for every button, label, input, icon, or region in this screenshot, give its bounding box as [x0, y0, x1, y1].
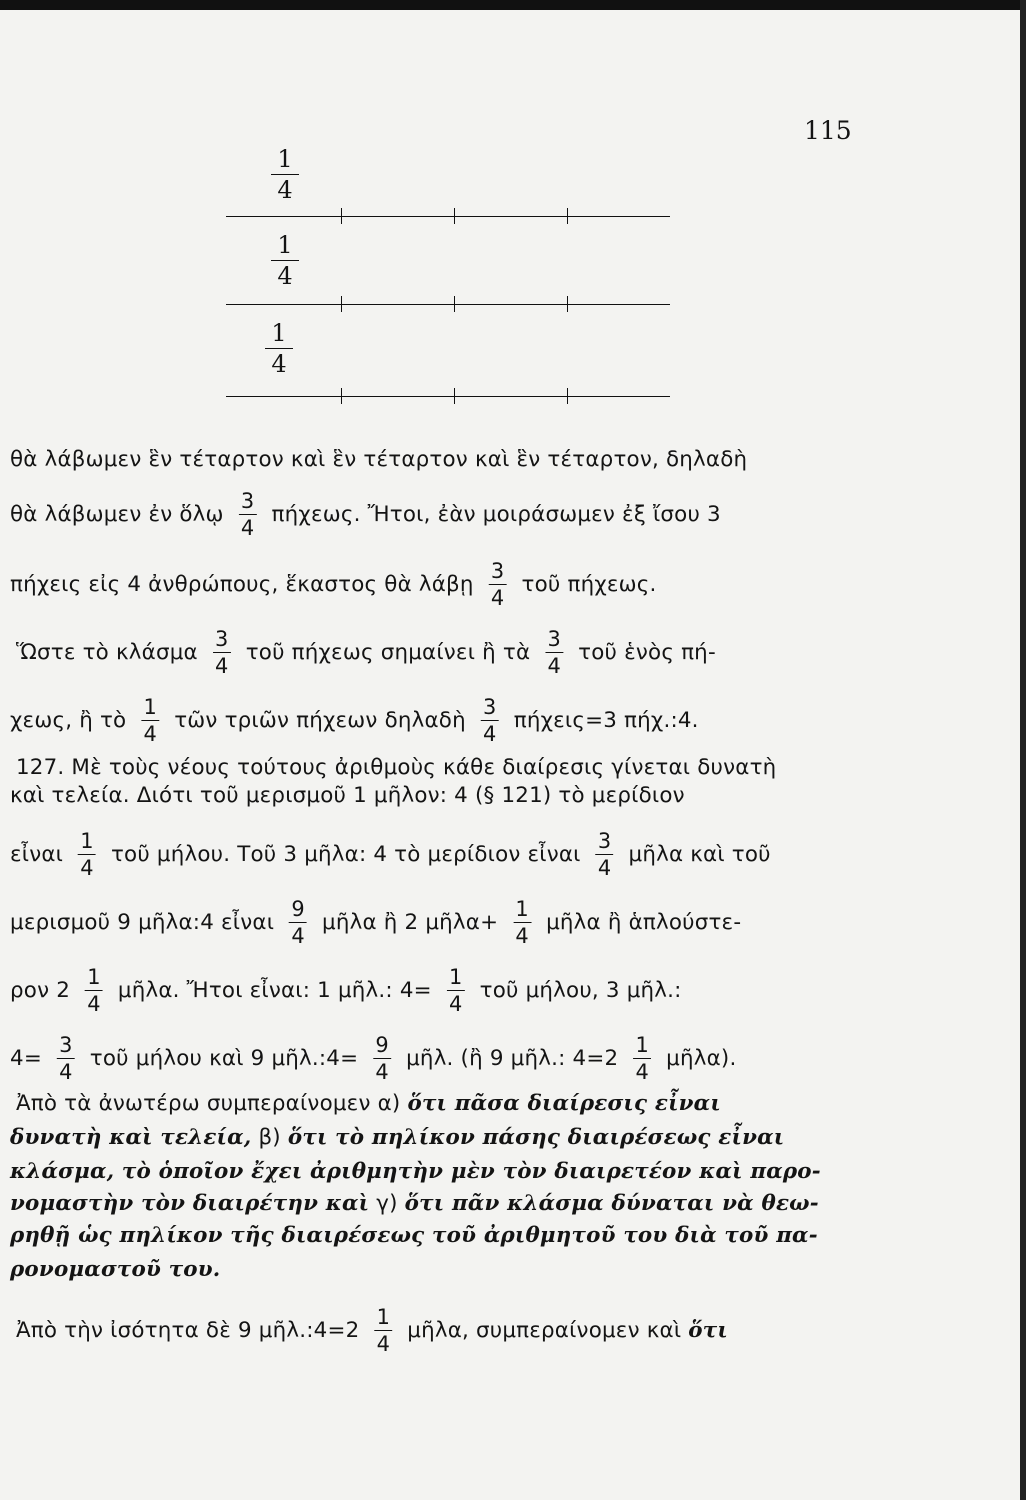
text-line-7 — [10, 782, 862, 810]
emphasis-run: νομαστὴν τὸν διαιρέτην καὶ — [10, 1191, 370, 1216]
text-line-15 — [10, 1190, 862, 1218]
diagram-label-2: 1 4 — [265, 232, 305, 289]
text-run: β) — [258, 1125, 281, 1150]
text-run: μερισμοῦ 9 μῆλα:4 εἶναι — [10, 909, 275, 935]
text-line-13 — [10, 1124, 862, 1152]
text-run: μῆλα ἢ 2 μῆλα+ — [322, 909, 499, 935]
emphasis-run: ὅτι πᾶν κλάσμα δύναται νὰ θεω- — [404, 1191, 819, 1216]
text-run: τοῦ πήχεως. — [521, 571, 657, 597]
text-run: τοῦ ἑνὸς πή- — [578, 639, 716, 665]
emphasis-run: κλάσμα, τὸ ὁποῖον ἔχει ἀριθμητὴν μὲν τὸν διαιρετέον καὶ παρο- — [10, 1159, 821, 1184]
text-line-6 — [10, 754, 862, 782]
text-run: ρον 2 — [10, 977, 71, 1003]
fraction: $\frac{9}{4}$ — [373, 1034, 391, 1083]
text-run: Ἀπὸ τὴν ἰσότητα δὲ 9 μῆλ.:4=2 — [15, 1317, 360, 1343]
page-number: 115 — [804, 116, 852, 145]
fraction: $\frac{1}{4}$ — [513, 898, 531, 947]
emphasis-run: ρονομαστοῦ του. — [10, 1257, 221, 1282]
text-line-4 — [10, 628, 862, 677]
text-run: μῆλα. Ἤτοι εἶναι: 1 μῆλ.: 4= — [117, 977, 432, 1003]
tick — [341, 388, 342, 404]
text-run: τοῦ μήλου, 3 μῆλ.: — [479, 977, 682, 1003]
text-run: τοῦ πήχεως σημαίνει ἢ τὰ — [245, 639, 531, 665]
emphasis-run: ὅτι τὸ πηλίκον πάσης διαιρέσεως εἶναι — [287, 1125, 785, 1150]
fraction: $\frac{1}{4}$ — [141, 696, 159, 745]
text-line-9 — [10, 898, 862, 947]
fraction: $\frac{1}{4}$ — [78, 830, 96, 879]
fraction: $\frac{3}{4}$ — [239, 490, 257, 539]
text-run: χεως, ἢ τὸ — [10, 707, 127, 733]
text-run: 127. Μὲ τοὺς νέους τούτους ἀριθμοὺς κάθε διαίρεσις γίνεται δυνατὴ — [15, 755, 777, 780]
diagram-label-3: 1 4 — [259, 320, 299, 377]
text-line-3 — [10, 560, 862, 609]
text-run: 4= — [10, 1045, 42, 1071]
text-run: πήχεως. Ἤτοι, ἐὰν μοιράσωμεν ἐξ ἴσου 3 — [271, 501, 721, 527]
text-run: θὰ λάβωμεν ἐν ὅλῳ — [10, 501, 224, 527]
tick — [567, 388, 568, 404]
diagram-line-1 — [226, 216, 670, 217]
text-line-12 — [10, 1090, 862, 1118]
fraction: $\frac{3}{4}$ — [489, 560, 507, 609]
tick — [454, 388, 455, 404]
fraction: $\frac{3}{4}$ — [213, 628, 231, 677]
tick — [454, 208, 455, 224]
text-run: καὶ τελεία. Διότι τοῦ μερισμοῦ 1 μῆλον: 4 (§ 121) τὸ μερίδιον — [10, 783, 685, 808]
text-run: γ) — [376, 1191, 398, 1216]
tick — [567, 296, 568, 312]
fraction: $\frac{3}{4}$ — [596, 830, 614, 879]
fraction: $\frac{1}{4}$ — [85, 966, 103, 1015]
text-run: μῆλα ἢ ἁπλούστε- — [546, 909, 742, 935]
text-line-10 — [10, 966, 862, 1015]
text-run: πήχεις εἰς 4 ἀνθρώπους, ἕκαστος θὰ λάβῃ — [10, 571, 474, 597]
fraction: $\frac{3}{4}$ — [57, 1034, 75, 1083]
tick — [341, 208, 342, 224]
text-line-14 — [10, 1158, 862, 1186]
text-line-18 — [10, 1306, 862, 1355]
text-run: μῆλα καὶ τοῦ — [628, 841, 771, 867]
quarter-division-diagram — [0, 0, 1026, 420]
text-run: μῆλ. (ἢ 9 μῆλ.: 4=2 — [406, 1045, 619, 1071]
text-line-17 — [10, 1256, 862, 1284]
emphasis-run: ὅτι πᾶσα διαίρεσις εἶναι — [407, 1091, 721, 1116]
text-run: τοῦ μήλου καὶ 9 μῆλ.:4= — [89, 1045, 359, 1071]
fraction: $\frac{3}{4}$ — [545, 628, 563, 677]
text-line-11 — [10, 1034, 862, 1083]
text-run: Ὥστε τὸ κλάσμα — [15, 639, 198, 665]
text-line-2 — [10, 490, 862, 539]
diagram-line-3 — [226, 396, 670, 397]
diagram-line-2 — [226, 304, 670, 305]
text-run: τοῦ μήλου. Τοῦ 3 μῆλα: 4 τὸ μερίδιον εἶναι — [110, 841, 581, 867]
text-run: μῆλα, συμπεραίνομεν καὶ — [407, 1317, 682, 1343]
tick — [341, 296, 342, 312]
text-line-5 — [10, 696, 862, 745]
text-run: θὰ λάβωμεν ἓν τέταρτον καὶ ἓν τέταρτον καὶ ἓν τέταρτον, δηλαδὴ — [10, 447, 748, 472]
tick — [567, 208, 568, 224]
fraction: $\frac{1}{4}$ — [633, 1034, 651, 1083]
text-run: εἶναι — [10, 841, 64, 867]
fraction: $\frac{3}{4}$ — [481, 696, 499, 745]
text-line-8 — [10, 830, 862, 879]
fraction: $\frac{1}{4}$ — [447, 966, 465, 1015]
fraction: $\frac{9}{4}$ — [289, 898, 307, 947]
text-run: πήχεις=3 πήχ.:4. — [513, 707, 699, 733]
text-run: τῶν τριῶν πήχεων δηλαδὴ — [174, 707, 466, 733]
tick — [454, 296, 455, 312]
text-line-1 — [10, 446, 862, 474]
fraction: $\frac{1}{4}$ — [374, 1306, 392, 1355]
diagram-label-1: 1 4 — [265, 146, 305, 203]
text-line-16 — [10, 1222, 862, 1250]
emphasis-run: ρηθῇ ὡς πηλίκον τῆς διαιρέσεως τοῦ ἀριθμητοῦ του διὰ τοῦ πα- — [10, 1223, 818, 1248]
emphasis-run: ὅτι — [688, 1317, 728, 1343]
emphasis-run: δυνατὴ καὶ τελεία, — [10, 1125, 252, 1150]
text-run: Ἀπὸ τὰ ἀνωτέρω συμπεραίνομεν α) — [15, 1091, 401, 1116]
text-run: μῆλα). — [666, 1045, 737, 1071]
